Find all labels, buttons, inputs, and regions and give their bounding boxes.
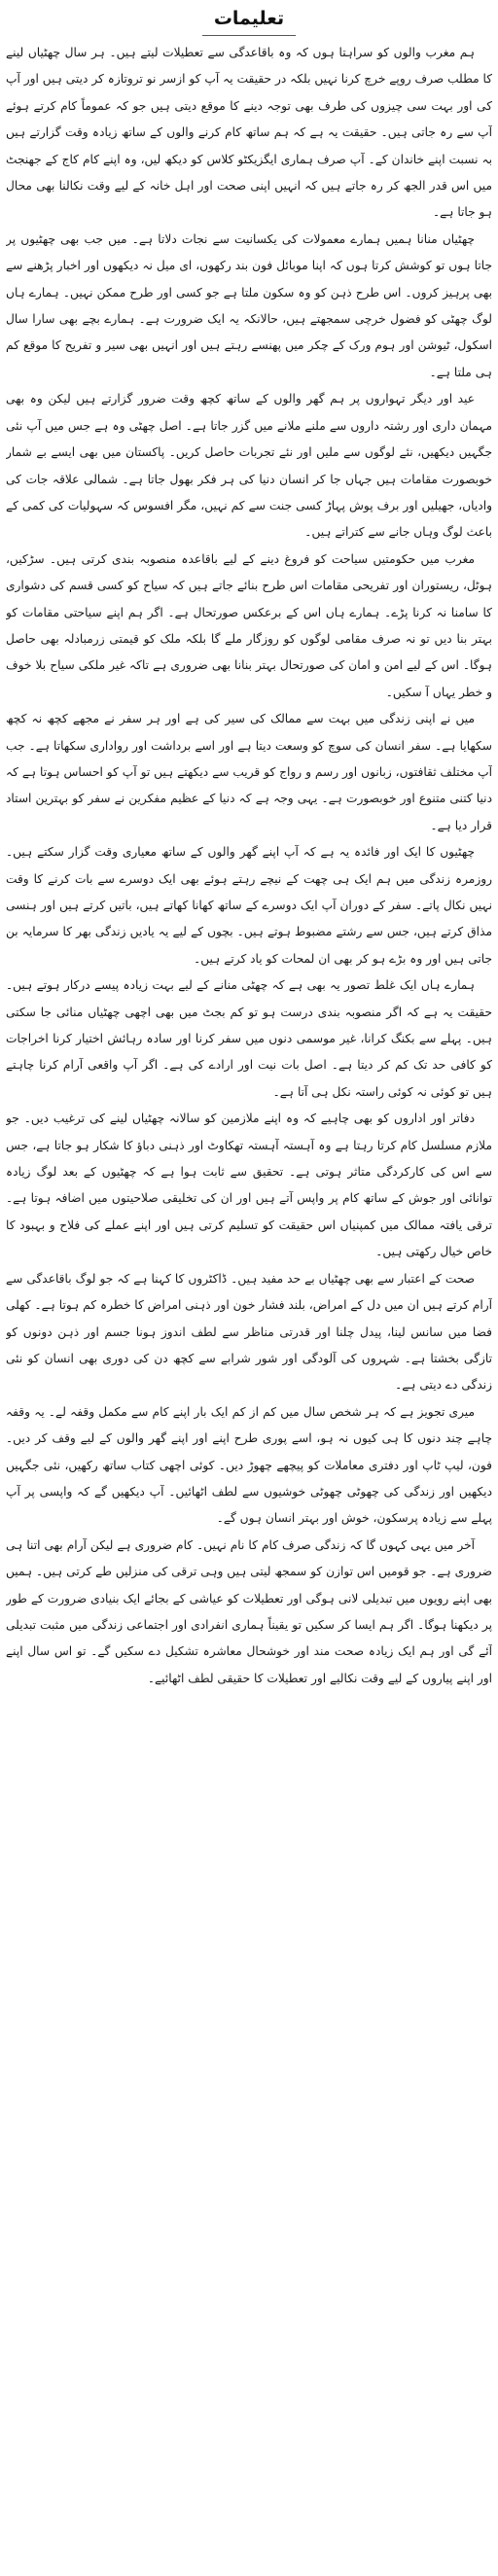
column-headline: تعلیمات	[213, 8, 285, 29]
article-paragraph: مغرب میں حکومتیں سیاحت کو فروغ دینے کے لیے باقاعدہ منصوبہ بندی کرتی ہیں۔ سڑکیں، ہوٹل، ریستوران اور تفریحی مقامات اس طرح بنائے جاتے ہیں کہ سیاح کو کسی قسم کی دشواری کا سامنا نہ کرنا پڑے۔ ہمارے ہاں اس کے برعکس صورتحال ہے۔ اگر ہم اپنے سیاحتی مقامات کو بہتر بنا دیں تو نہ صرف مقامی لوگوں کو روزگار ملے گا بلکہ ملک کو قیمتی زرمبادلہ بھی حاصل ہوگا۔ اس کے لیے امن و امان کی صورتحال بہتر بنانا بھی ضروری ہے تاکہ غیر ملکی سیاح بلا خوف و خطر یہاں آ سکیں۔	[6, 551, 492, 699]
article-paragraph: عید اور دیگر تہواروں پر ہم گھر والوں کے ساتھ کچھ وقت ضرور گزارتے ہیں لیکن وہ بھی مہمان داری اور رشتہ داروں سے ملنے ملانے میں گزر جاتا ہے۔ اصل چھٹی وہ ہے جس میں آپ نئی جگہیں دیکھیں، نئے لوگوں سے ملیں اور نئے تجربات حاصل کریں۔ پاکستان میں بھی ایسے بے شمار خوبصورت مقامات ہیں جہاں جا کر انسان دنیا کی ہر فکر بھول جاتا ہے۔ شمالی علاقہ جات کی وادیاں، جھیلیں اور برف پوش پہاڑ کسی جنت سے کم نہیں، مگر افسوس کہ سہولیات کی کمی کے باعث لوگ وہاں جانے سے کتراتے ہیں۔	[6, 392, 492, 540]
headline-underline	[202, 35, 296, 36]
article-paragraph: چھٹیوں کا ایک اور فائدہ یہ ہے کہ آپ اپنے گھر والوں کے ساتھ معیاری وقت گزار سکتے ہیں۔ روزمرہ زندگی میں ہم ایک ہی چھت کے نیچے رہتے ہوئے بھی ایک دوسرے سے بات کرنے کا وقت نہیں نکال پاتے۔ سفر کے دوران آپ ایک دوسرے کے ساتھ کھانا کھاتے ہیں، باتیں کرتے ہیں اور ہنسی مذاق کرتے ہیں، جس سے رشتے مضبوط ہوتے ہیں۔ بچوں کے لیے یہ یادیں زندگی بھر کا سرمایہ بن جاتی ہیں اور وہ بڑے ہو کر بھی ان لمحات کو یاد کرتے ہیں۔	[6, 845, 492, 966]
article-paragraph: ہم مغرب والوں کو سراہتا ہوں کہ وہ باقاعدگی سے تعطیلات لیتے ہیں۔ ہر سال چھٹیاں لینے کا مطلب صرف روپے خرچ کرنا نہیں بلکہ در حقیقت یہ آپ کو ازسر نو تروتازہ کر دیتی ہیں اور آپ کی اور بہت سی چیزوں کی طرف بھی توجہ دینے کا موقع دیتی ہیں جو کہ عموماً کام کرتے ہوئے آپ سے رہ جاتی ہیں۔ حقیقت یہ ہے کہ ہم ساتھ کام کرنے والوں کے ساتھ زیادہ وقت گزارتے ہیں بہ نسبت اپنے خاندان کے۔ آپ صرف ہماری ایگزیکٹو کلاس کو دیکھ لیں، وہ اپنے کام کاج کے جھنجٹ میں اس قدر الجھ کر رہ جاتے ہیں کہ انہیں اپنی صحت اور اہل خانہ کے لیے وقت نکالنا بھی محال ہو جاتا ہے۔	[6, 46, 492, 220]
article-paragraph: دفاتر اور اداروں کو بھی چاہیے کہ وہ اپنے ملازمین کو سالانہ چھٹیاں لینے کی ترغیب دیں۔ جو ملازم مسلسل کام کرتا رہتا ہے وہ آہستہ آہستہ تھکاوٹ اور ذہنی دباؤ کا شکار ہو جاتا ہے، جس سے اس کی کارکردگی متاثر ہوتی ہے۔ تحقیق سے ثابت ہوا ہے کہ چھٹیوں کے بعد لوگ زیادہ توانائی اور جوش کے ساتھ کام پر واپس آتے ہیں اور ان کی تخلیقی صلاحیتوں میں اضافہ ہوتا ہے۔ ترقی یافتہ ممالک میں کمپنیاں اس حقیقت کو تسلیم کرتی ہیں اور اپنے عملے کی فلاح و بہبود کا خاص خیال رکھتی ہیں۔	[6, 1112, 492, 1259]
article-paragraph: میں نے اپنی زندگی میں بہت سے ممالک کی سیر کی ہے اور ہر سفر نے مجھے کچھ نہ کچھ سکھایا ہے۔ سفر انسان کی سوچ کو وسعت دیتا ہے اور اسے برداشت اور رواداری سکھاتا ہے۔ جب آپ مختلف ثقافتوں، زبانوں اور رسم و رواج کو قریب سے دیکھتے ہیں تو آپ کو احساس ہوتا ہے کہ دنیا کتنی متنوع اور خوبصورت ہے۔ یہی وجہ ہے کہ دنیا کے عظیم مفکرین نے سفر کو بہترین استاد قرار دیا ہے۔	[6, 712, 492, 832]
article-paragraph: چھٹیاں منانا ہمیں ہمارے معمولات کی یکسانیت سے نجات دلاتا ہے۔ میں جب بھی چھٹیوں پر جاتا ہوں تو کوشش کرتا ہوں کہ اپنا موبائل فون بند رکھوں، ای میل نہ دیکھوں اور اخبار پڑھنے سے بھی پرہیز کروں۔ اس طرح ذہن کو وہ سکون ملتا ہے جو کسی اور طرح ممکن نہیں۔ ہمارے ہاں لوگ چھٹی کو فضول خرچی سمجھتے ہیں، حالانکہ یہ ایک ضرورت ہے۔ ہمارے بچے بھی سارا سال اسکول، ٹیوشن اور ہوم ورک کے چکر میں پھنسے رہتے ہیں اور انہیں بھی سیر و تفریح کا موقع کم ہی ملتا ہے۔	[6, 231, 492, 379]
article-paragraph: ہمارے ہاں ایک غلط تصور یہ بھی ہے کہ چھٹی منانے کے لیے بہت زیادہ پیسے درکار ہوتے ہیں۔ حقیقت یہ ہے کہ اگر منصوبہ بندی درست ہو تو کم بجٹ میں بھی اچھی چھٹیاں منائی جا سکتی ہیں۔ پہلے سے بکنگ کرانا، غیر موسمی دنوں میں سفر کرنا اور سادہ رہائش اختیار کرنا اخراجات کو کافی حد تک کم کر دیتا ہے۔ اصل بات نیت اور ارادے کی ہے۔ اگر آپ واقعی آرام کرنا چاہتے ہیں تو کوئی نہ کوئی راستہ نکل ہی آتا ہے۔	[6, 978, 492, 1099]
article-paragraph: صحت کے اعتبار سے بھی چھٹیاں بے حد مفید ہیں۔ ڈاکٹروں کا کہنا ہے کہ جو لوگ باقاعدگی سے آرام کرتے ہیں ان میں دل کے امراض، بلند فشار خون اور ذہنی امراض کا خطرہ کم ہوتا ہے۔ کھلی فضا میں سانس لینا، پیدل چلنا اور قدرتی مناظر سے لطف اندوز ہونا جسم اور ذہن دونوں کو تازگی بخشتا ہے۔ شہروں کی آلودگی اور شور شرابے سے کچھ دن کی دوری بھی انسان کو نئی زندگی دے دیتی ہے۔	[6, 1271, 492, 1393]
article-paragraph: میری تجویز ہے کہ ہر شخص سال میں کم از کم ایک بار اپنے کام سے مکمل وقفہ لے۔ یہ وقفہ چاہے چند دنوں کا ہی کیوں نہ ہو، اسے پوری طرح اپنے اور اپنے گھر والوں کے لیے وقف کر دیں۔ فون، لیپ ٹاپ اور دفتری معاملات کو پیچھے چھوڑ دیں۔ کوئی اچھی کتاب ساتھ رکھیں، نئی جگہیں دیکھیں اور زندگی کی چھوٹی چھوٹی خوشیوں سے لطف اٹھائیں۔ آپ دیکھیں گے کہ واپسی پر آپ پہلے سے زیادہ پرسکون، خوش اور بہتر انسان ہوں گے۔	[6, 1404, 492, 1526]
article-body	[6, 40, 492, 2549]
article-paragraph: آخر میں یہی کہوں گا کہ زندگی صرف کام کا نام نہیں۔ کام ضروری ہے لیکن آرام بھی اتنا ہی ضروری ہے۔ جو قومیں اس توازن کو سمجھ لیتی ہیں وہی ترقی کی منزلیں طے کرتی ہیں۔ ہمیں بھی اپنے رویوں میں تبدیلی لانی ہوگی اور تعطیلات کو عیاشی کے بجائے ایک بنیادی ضرورت کے طور پر دیکھنا ہوگا۔ اگر ہم ایسا کر سکیں تو یقیناً ہماری انفرادی اور اجتماعی زندگی میں مثبت تبدیلی آئے گی اور ہم ایک زیادہ صحت مند اور خوشحال معاشرہ تشکیل دے سکیں گے۔ تو اس سال اپنے اور اپنے پیاروں کے لیے وقت نکالیے اور تعطیلات کا حقیقی لطف اٹھائیے۔	[6, 1537, 492, 1685]
